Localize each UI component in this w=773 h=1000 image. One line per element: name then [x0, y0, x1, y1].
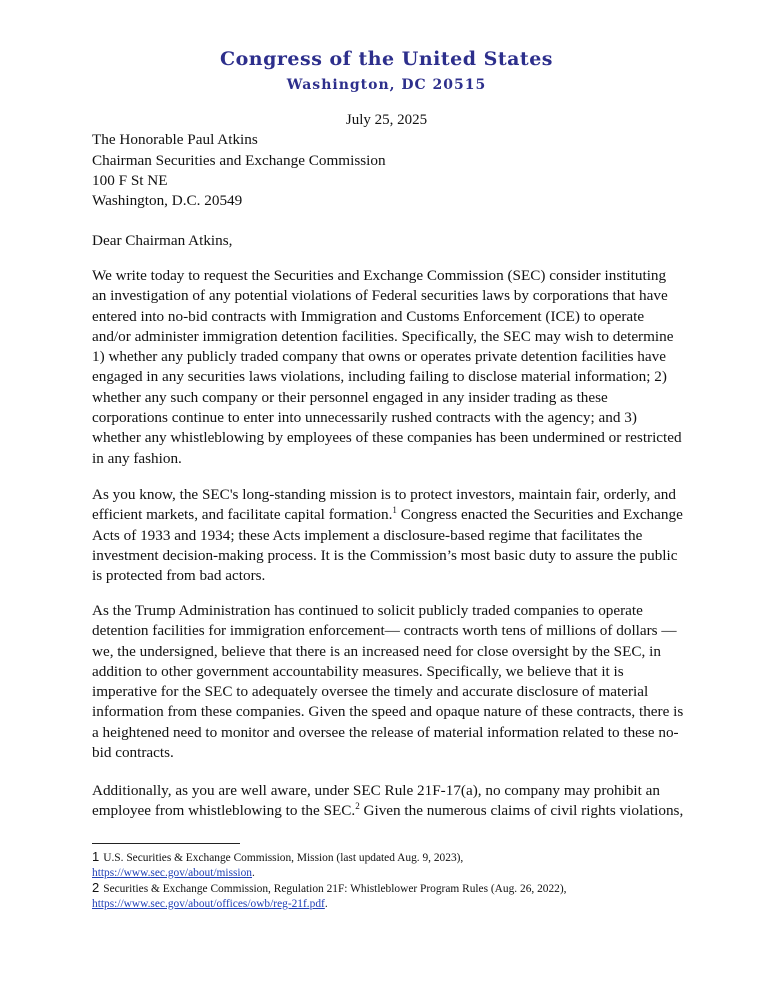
footnote-text: U.S. Securities & Exchange Commission, Mission (last updated Aug. 9, 2023),	[103, 852, 464, 864]
paragraph-line: 1) whether any publicly traded company that owns or operates private detention facilities have	[92, 348, 666, 366]
paragraph-line: whether any such company or their personnel engaged in any insider trading as these	[92, 388, 608, 406]
paragraph-line: is protected from bad actors.	[92, 567, 266, 585]
paragraph-line: addition to other government accountability measures. Specifically, we believe that it is	[92, 662, 624, 680]
recipient-title: Chairman Securities and Exchange Commission	[92, 152, 386, 169]
recipient-city: Washington, D.C. 20549	[92, 192, 243, 209]
line-text: efficient markets, and facilitate capital formation.	[92, 506, 393, 524]
paragraph-line: We write today to request the Securities and Exchange Commission (SEC) consider instituting	[92, 267, 667, 284]
footnote-link[interactable]: https://www.sec.gov/about/mission	[92, 866, 252, 879]
line-text: Given the numerous claims of civil rights violations,	[359, 802, 684, 820]
footnote-ref-1[interactable]: 1	[392, 505, 397, 516]
paragraph-line: a heightened need to monitor and oversee the release of material information related to these no-	[92, 723, 679, 741]
salutation: Dear Chairman Atkins,	[92, 232, 233, 249]
footnote-number: 1	[92, 849, 100, 864]
paragraph-line: detention facilities for immigration enforcement— contracts worth tens of millions of dollars —	[92, 622, 677, 640]
footnote-line	[92, 897, 567, 912]
letter-date: July 25, 2025	[345, 112, 428, 128]
paragraph-line: whether any whistleblowing by employees of these companies has been undermined or restricted	[92, 429, 682, 447]
recipient-name: The Honorable Paul Atkins	[92, 131, 258, 148]
paragraph-line: bid contracts.	[92, 744, 174, 762]
letterhead-title: Congress of the United States	[220, 48, 553, 70]
paragraph-line: Acts of 1933 and 1934; these Acts implement a disclosure-based regime that facilitates the	[92, 526, 643, 544]
paragraph-line: As the Trump Administration has continued to solicit publicly traded companies to operate	[92, 602, 643, 619]
paragraph-line	[92, 801, 698, 821]
paragraph-line: imperative for the SEC to adequately oversee the timely and accurate disclosure of material	[92, 683, 649, 701]
footnote-ref-2[interactable]: 2	[355, 801, 360, 812]
footnote-end: .	[252, 866, 255, 879]
footnote-text: Securities & Exchange Commission, Regulation 21F: Whistleblower Program Rules (Aug. 26, 2022),	[103, 883, 567, 895]
line-text: employee from whistleblowing to the SEC.	[92, 802, 356, 820]
paragraph-line: Additionally, as you are well aware, under SEC Rule 21F-17(a), no company may prohibit an	[92, 782, 660, 799]
paragraph-line: and/or administer immigration detention facilities. Specifically, the SEC may wish to determine	[92, 327, 674, 345]
paragraph-line: we, the undersigned, believe that there is an increased need for close oversight by the SEC, in	[92, 642, 661, 660]
paragraph-4	[92, 781, 698, 822]
paragraph-line: an investigation of any potential violations of Federal securities laws by corporations that have	[92, 287, 668, 305]
paragraph-line: information from these companies. Given the speed and opaque nature of these contracts, there is	[92, 703, 684, 721]
footnote-2	[92, 881, 567, 911]
paragraph-line: engaged in any securities laws violations, including failing to disclose material information; 2)	[92, 368, 667, 386]
footnote-divider	[92, 843, 240, 844]
paragraph-1	[92, 266, 698, 469]
footnote-line	[92, 881, 567, 897]
paragraph-2	[92, 485, 698, 586]
footnote-1	[92, 850, 463, 880]
letterhead-subtitle: Washington, DC 20515	[286, 77, 487, 93]
footnote-line	[92, 866, 463, 881]
footnote-line	[92, 850, 463, 866]
footnote-link[interactable]: https://www.sec.gov/about/offices/owb/reg-21f.pdf	[92, 897, 325, 910]
paragraph-line: in any fashion.	[92, 449, 182, 467]
paragraph-line: As you know, the SEC's long-standing mission is to protect investors, maintain fair, orderly, and	[92, 486, 676, 503]
recipient-street: 100 F St NE	[92, 172, 168, 189]
line-text: Congress enacted the Securities and Exchange	[396, 506, 683, 524]
paragraph-line: entered into no-bid contracts with Immigration and Customs Enforcement (ICE) to operate	[92, 307, 645, 325]
paragraph-line: corporations continue to enter into unnecessarily rushed contracts with the agency; and 3)	[92, 409, 637, 427]
paragraph-line: investment decision-making process. It is the Commission’s most basic duty to assure the public	[92, 546, 678, 564]
footnote-number: 2	[92, 880, 100, 895]
paragraph-3	[92, 601, 698, 763]
paragraph-line	[92, 505, 698, 525]
footnote-end: .	[324, 897, 328, 910]
